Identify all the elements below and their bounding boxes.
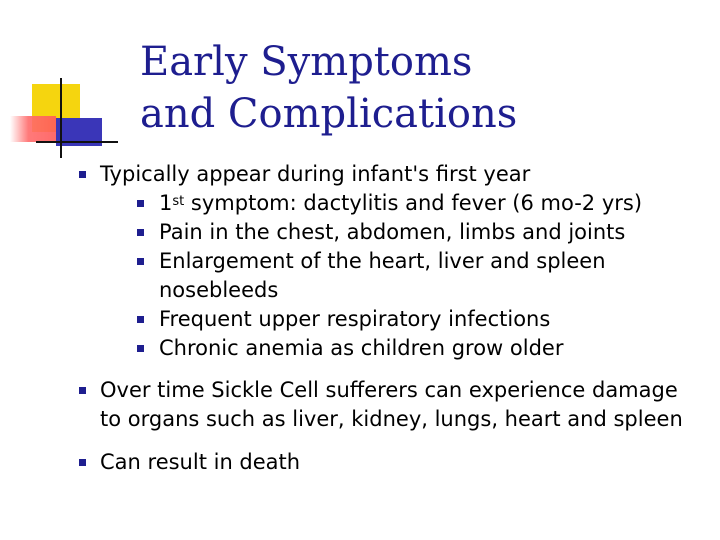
bullet-square-icon	[79, 171, 86, 178]
bullet-square-icon	[137, 229, 144, 236]
sub-bullet-4-text: Frequent upper respiratory infections	[159, 307, 551, 331]
sub-bullet-3-line-1: Enlargement of the heart, liver and spleen	[159, 249, 606, 273]
bullet-1-text: Typically appear during infant's first year	[100, 162, 531, 186]
bullet-square-icon	[137, 345, 144, 352]
decorative-logo	[0, 0, 140, 170]
slide-title	[140, 36, 517, 140]
bullet-square-icon	[79, 459, 86, 466]
bullet-square-icon	[137, 200, 144, 207]
sub-bullet-2-text: Pain in the chest, abdomen, limbs and joints	[159, 220, 626, 244]
sub-bullet-3-line-2: nosebleeds	[159, 278, 279, 302]
bullet-square-icon	[137, 316, 144, 323]
horizontal-line-shape	[36, 141, 118, 143]
sub-bullet-1-superscript: st	[172, 194, 185, 209]
sub-bullet-1-rest: symptom: dactylitis and fever (6 mo-2 yrs)	[184, 191, 643, 215]
title-line-1: Early Symptoms	[140, 39, 473, 85]
sub-bullet-5-text: Chronic anemia as children grow older	[159, 336, 564, 360]
bullet-2-line-2: to organs such as liver, kidney, lungs, heart and spleen	[100, 407, 683, 431]
vertical-line-shape	[60, 78, 62, 158]
bullet-square-icon	[79, 387, 86, 394]
bullet-3-text: Can result in death	[100, 450, 301, 474]
title-line-2: and Complications	[140, 91, 518, 137]
red-square-shape	[10, 116, 56, 142]
bullet-square-icon	[137, 258, 144, 265]
sub-bullet-1-text	[159, 189, 642, 218]
sub-bullet-1-prefix: 1	[159, 191, 173, 215]
bullet-2-line-1: Over time Sickle Cell sufferers can experience damage	[100, 378, 678, 402]
